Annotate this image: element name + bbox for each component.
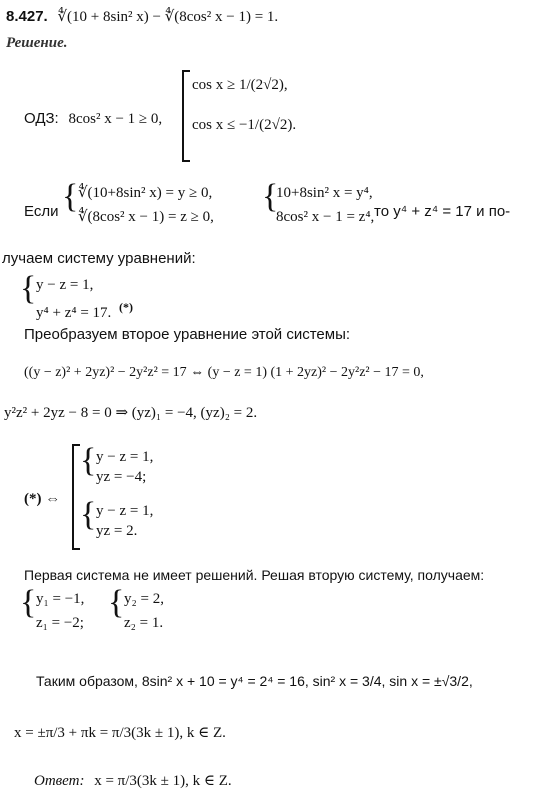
transform-text: Преобразуем второе уравнение этой системы:: [24, 326, 351, 343]
star-system: [36, 276, 133, 322]
equiv-a2: yz = −4;: [96, 469, 147, 485]
star-mark: (*): [119, 300, 134, 314]
sol-2b: z₂ = 1.: [124, 615, 164, 631]
problem-line: [6, 8, 278, 26]
star-row1: y − z = 1,: [36, 277, 94, 293]
if-system-2: [276, 184, 374, 226]
equiv-brace-a: {: [80, 442, 97, 479]
sol-system-2: [124, 590, 164, 632]
if-brace-1: {: [62, 178, 79, 215]
if-sys1-row2: ∜(8cos² x − 1) = z ≥ 0,: [78, 209, 214, 225]
problem-equation: ∜(10 + 8sin² x) − ∜(8cos² x − 1) = 1.: [57, 9, 279, 25]
answer-line: [34, 772, 232, 790]
if-sys2-row1: 10+8sin² x = y⁴,: [276, 185, 373, 201]
star-row2-eq: y⁴ + z⁴ = 17.: [36, 305, 112, 321]
if-continue: лучаем систему уравнений:: [2, 250, 196, 267]
odz-case-1: cos x ≥ 1/(2√2),: [192, 77, 288, 93]
if-then: то y⁴ + z⁴ = 17 и по-: [374, 203, 511, 220]
equiv-system-a: [96, 448, 153, 486]
first-system-text: Первая система не имеет решений. Решая вторую систему, получаем:: [24, 567, 485, 583]
odz-label: ОДЗ:: [24, 110, 59, 127]
thus-line: Таким образом, 8sin² x + 10 = y⁴ = 2⁴ = 16, sin² x = 3/4, sin x = ±√3/2,: [36, 673, 473, 689]
star-row2: [36, 298, 133, 322]
odz-condition: 8cos² x − 1 ≥ 0,: [68, 111, 163, 127]
equiv-b2: yz = 2.: [96, 523, 138, 539]
sol-1b: z₁ = −2;: [36, 615, 84, 631]
transform-eq2: y²z² + 2yz − 8 = 0 ⇒ (yz)₁ = −4, (yz)₂ = 2.: [4, 405, 258, 421]
odz-bracket: [182, 70, 190, 162]
solution-label: Решение.: [6, 35, 68, 51]
problem-number: 8.427.: [6, 8, 48, 25]
star-brace: {: [20, 270, 37, 307]
transform-eq1: ((y − z)² + 2yz)² − 2y²z² = 17 ⇔ (y − z = 1) (1 + 2yz)² − 2y²z² − 17 = 0,: [24, 365, 424, 380]
odz-line: [24, 110, 162, 128]
answer-value: x = π/3(3k ± 1), k ∈ Z.: [94, 773, 232, 789]
odz-cases: [192, 76, 296, 134]
odz-case-2: cos x ≤ −1/(2√2).: [192, 117, 297, 133]
sol-system-1: [36, 590, 84, 632]
equiv-bracket: [72, 444, 80, 550]
equiv-a1: y − z = 1,: [96, 449, 154, 465]
answer-label: Ответ:: [34, 773, 85, 789]
sol-1a: y₁ = −1,: [36, 591, 85, 607]
equiv-b1: y − z = 1,: [96, 503, 154, 519]
x-line: x = ±π/3 + πk = π/3(3k ± 1), k ∈ Z.: [14, 725, 226, 741]
equiv-mark: (*) ⇔: [24, 491, 61, 507]
sol-2a: y₂ = 2,: [124, 591, 164, 607]
if-brace-2: {: [262, 178, 279, 215]
if-label: Если: [24, 203, 59, 220]
equiv-brace-b: {: [80, 496, 97, 533]
if-system-1: [78, 184, 214, 226]
sol-brace-1: {: [20, 584, 37, 621]
sol-brace-2: {: [108, 584, 125, 621]
if-sys2-row2: 8cos² x − 1 = z⁴,: [276, 209, 375, 225]
if-sys1-row1: ∜(10+8sin² x) = y ≥ 0,: [78, 185, 213, 201]
equiv-system-b: [96, 502, 153, 540]
